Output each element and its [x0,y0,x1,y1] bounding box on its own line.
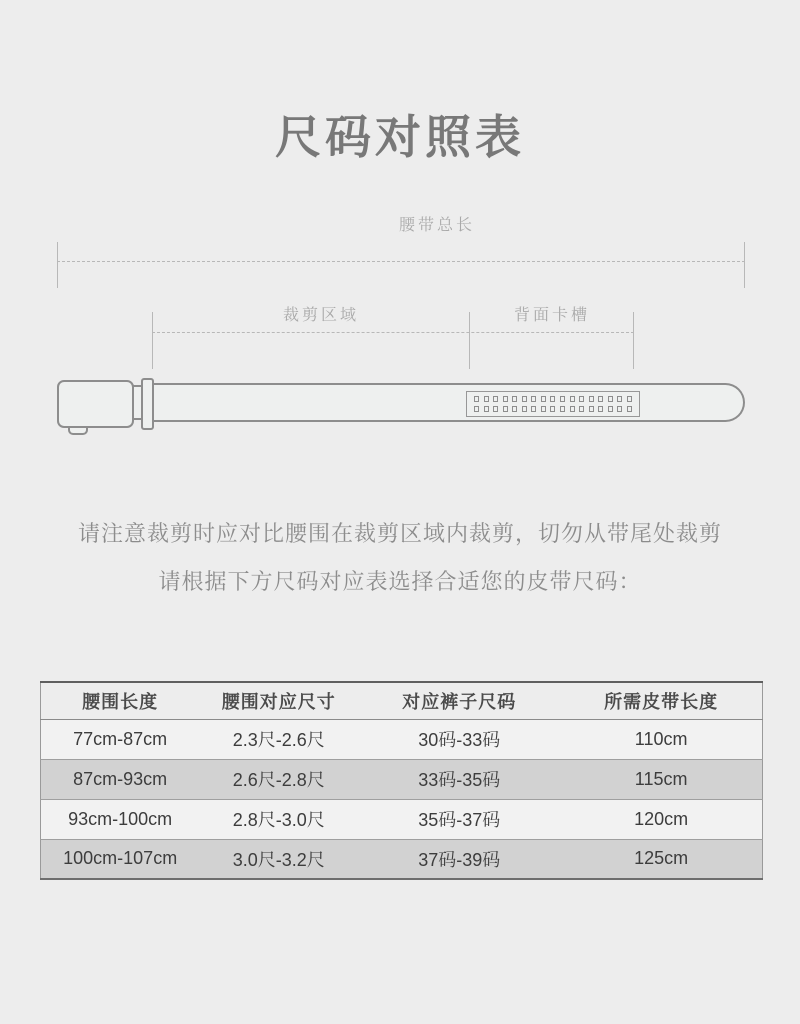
belt-hole [608,396,613,402]
table-cell: 125cm [560,839,762,879]
belt-buckle [57,380,134,428]
total-length-measure-line [57,261,745,262]
belt-hole [550,396,555,402]
belt-hole [522,406,527,412]
belt-hole [493,406,498,412]
zones-measure-line [152,332,634,333]
belt-hole [474,406,479,412]
table-row [41,799,763,839]
belt-hole [541,396,546,402]
measure-tick [57,242,58,288]
belt-hole [522,396,527,402]
table-cell: 2.3尺-2.6尺 [199,719,358,759]
belt-hole [579,406,584,412]
belt-hole [560,406,565,412]
belt-hole [512,406,517,412]
measure-tick [633,312,634,369]
belt-hole [503,406,508,412]
belt-diagram [0,0,800,470]
column-header: 腰围对应尺寸 [199,682,358,719]
belt-hole [503,396,508,402]
belt-hole [589,396,594,402]
column-header: 腰围长度 [41,682,200,719]
table-cell: 93cm-100cm [41,799,200,839]
belt-keeper [141,378,154,430]
table-row [41,719,763,759]
table-cell: 2.8尺-3.0尺 [199,799,358,839]
belt-hole [550,406,555,412]
table-row [41,839,763,879]
belt-hole [627,396,632,402]
belt-hole [617,406,622,412]
table-cell: 120cm [560,799,762,839]
belt-hole [531,406,536,412]
table-cell: 100cm-107cm [41,839,200,879]
column-header: 所需皮带长度 [560,682,762,719]
belt-hole [570,396,575,402]
size-table [40,681,763,880]
note-line-1: 请注意裁剪时应对比腰围在裁剪区域内裁剪，切勿从带尾处裁剪 [77,521,722,546]
belt-strap [148,383,745,422]
belt-hole [484,406,489,412]
belt-hole [589,406,594,412]
belt-back-slots [466,391,640,417]
belt-hole [531,396,536,402]
measure-tick [152,312,153,369]
table-cell: 110cm [560,719,762,759]
belt-hole [598,396,603,402]
size-table-header-row [41,682,763,719]
column-header: 对应裤子尺码 [358,682,560,719]
cut-area-label: 裁剪区域 [283,307,360,324]
table-cell: 2.6尺-2.8尺 [199,759,358,799]
belt-hole [484,396,489,402]
table-cell: 35码-37码 [358,799,560,839]
belt-hole [493,396,498,402]
belt-hole [570,406,575,412]
table-row [41,759,763,799]
belt-hole [541,406,546,412]
table-cell: 30码-33码 [358,719,560,759]
table-cell: 115cm [560,759,762,799]
measure-tick [744,242,745,288]
belt-hole [474,396,479,402]
table-cell: 3.0尺-3.2尺 [199,839,358,879]
table-cell: 37码-39码 [358,839,560,879]
belt-hole [560,396,565,402]
total-length-label: 腰带总长 [399,217,476,234]
belt-hole [627,406,632,412]
measure-tick [469,312,470,369]
belt-hole [512,396,517,402]
table-cell: 77cm-87cm [41,719,200,759]
belt-hole [617,396,622,402]
back-slot-label: 背面卡槽 [514,307,591,324]
table-cell: 33码-35码 [358,759,560,799]
note-line-2: 请根据下方尺码对应表选择合适您的皮带尺码： [158,569,642,594]
belt-hole [608,406,613,412]
belt-hole [598,406,603,412]
belt-hole [579,396,584,402]
table-cell: 87cm-93cm [41,759,200,799]
page-title: 尺码对照表 [275,111,525,163]
